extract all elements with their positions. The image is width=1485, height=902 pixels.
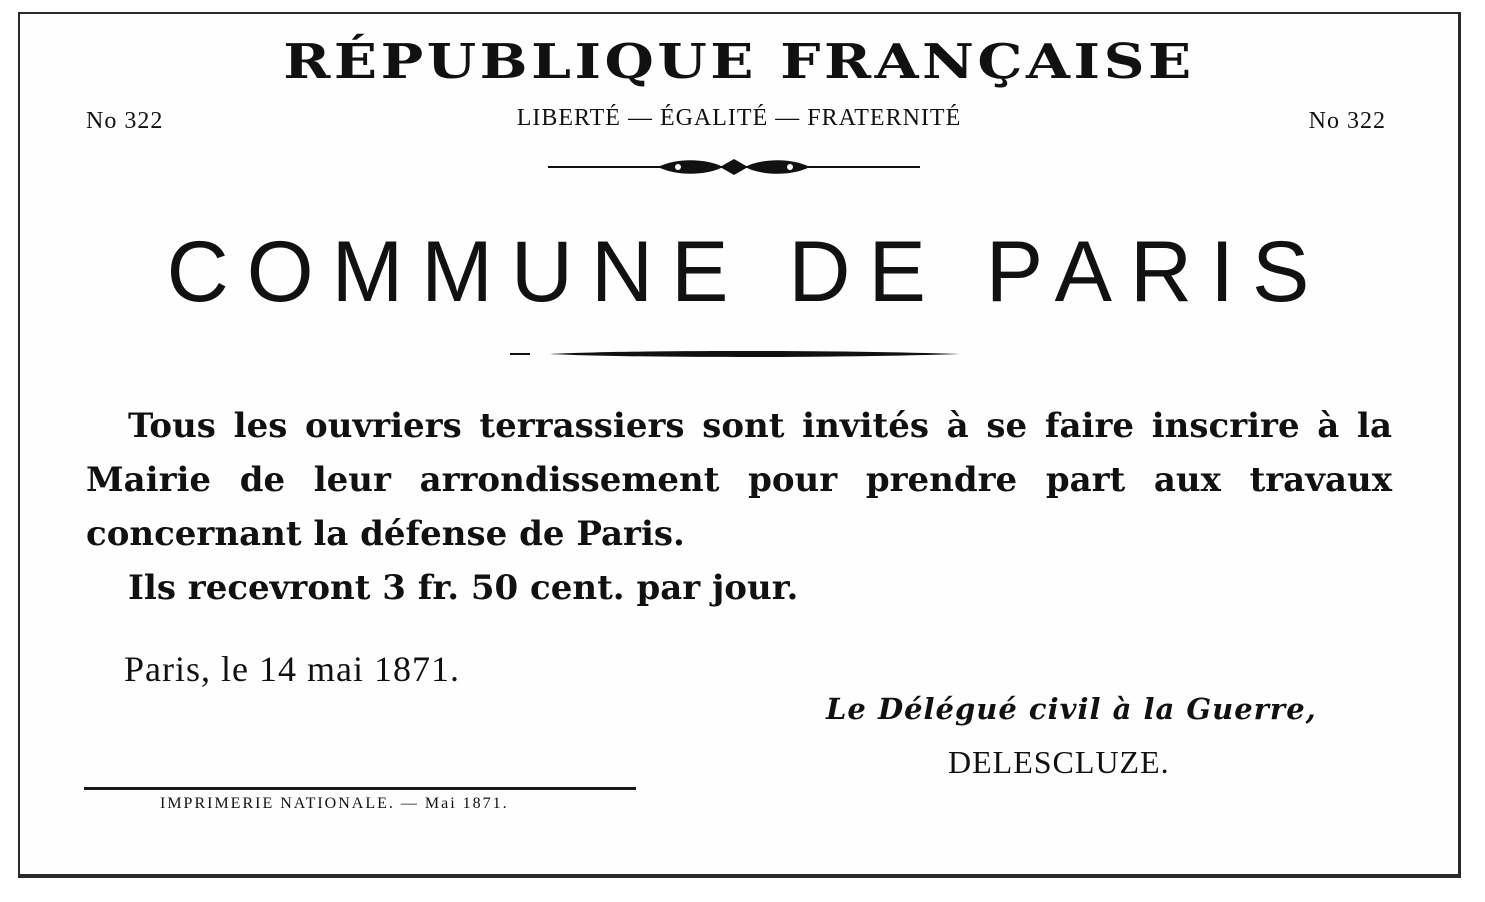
heading-rule xyxy=(510,348,960,360)
ornamental-divider-icon xyxy=(548,155,920,179)
imprint-line: IMPRIMERIE NATIONALE. — Mai 1871. xyxy=(160,795,509,812)
dateline: Paris, le 14 mai 1871. xyxy=(124,649,460,689)
poster xyxy=(18,12,1461,878)
body-paragraph-2: Ils recevront 3 fr. 50 cent. par jour. xyxy=(128,568,799,608)
commune-heading: COMMUNE DE PARIS xyxy=(166,224,1328,320)
poster-number-left: No 322 xyxy=(86,108,164,134)
footer-rule xyxy=(84,787,636,790)
signature-title: Le Délégué civil à la Guerre, xyxy=(826,692,1317,726)
poster-number-right: No 322 xyxy=(1308,108,1386,134)
signature-name: DELESCLUZE. xyxy=(948,744,1170,780)
motto: LIBERTÉ — ÉGALITÉ — FRATERNITÉ xyxy=(516,105,962,131)
republique-francaise-title: RÉPUBLIQUE FRANÇAISE xyxy=(283,34,1195,90)
body-paragraph-1: Tous les ouvriers terrassiers sont invités à se faire inscrire à la Mairie de leur arrondissement pour prendre part aux travaux concernant la défense de Paris. xyxy=(86,406,1392,554)
